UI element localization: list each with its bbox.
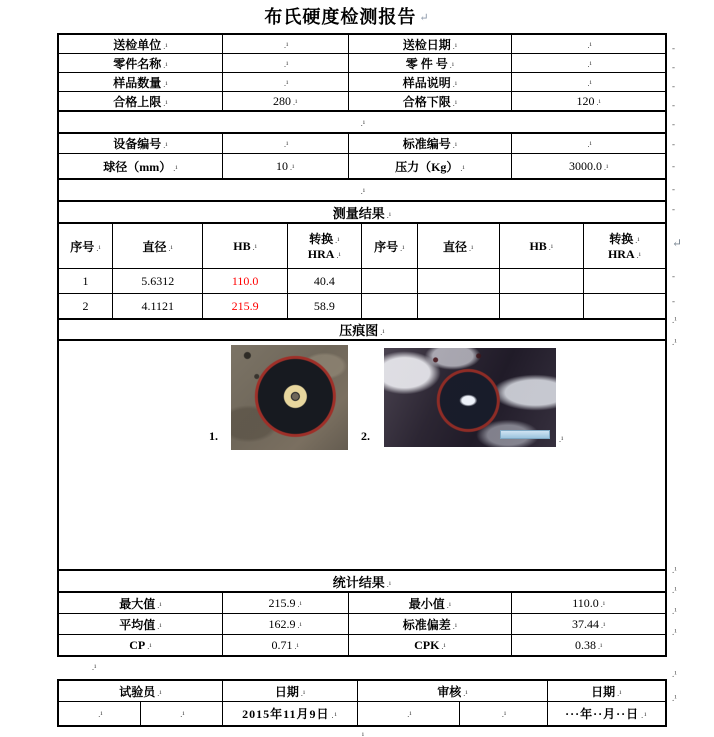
test-date-cell: 2015年11月9日 .¹ — [222, 702, 357, 726]
row-end-mark: - — [672, 62, 675, 72]
cell-end-mark: .¹ — [157, 600, 162, 610]
diameter-cell — [417, 269, 499, 294]
table-row — [59, 35, 666, 54]
cell-end-mark: .¹ — [157, 688, 162, 698]
tester-sign-cell — [59, 702, 141, 726]
indentation-photo-2 — [384, 348, 556, 447]
table-row — [59, 635, 666, 656]
cell-end-mark: .¹ — [163, 98, 168, 108]
cell-end-mark: .¹ — [173, 163, 178, 173]
cell-end-mark: .¹ — [283, 59, 289, 69]
date-header-cell: 日期 .¹ — [222, 681, 357, 702]
reviewer-header-cell: 审核 .¹ — [358, 681, 547, 702]
table-header-row — [59, 681, 666, 702]
cell-end-mark: .¹ — [446, 600, 452, 610]
info-table — [58, 34, 666, 111]
row-end-mark: .¹ — [672, 337, 677, 347]
hra-cell — [584, 269, 666, 294]
info-value-cell — [222, 73, 348, 92]
hb-value-cell — [499, 294, 583, 319]
reviewer-sign-cell — [358, 702, 459, 726]
cell-end-mark: .¹ — [297, 620, 302, 630]
hb-value-cell: 110.0 — [203, 269, 287, 294]
diameter-cell — [417, 294, 499, 319]
row-end-mark: - — [672, 204, 675, 214]
section-title: 测量结果 — [332, 205, 385, 221]
table-row — [59, 92, 666, 111]
cell-end-mark: .¹ — [98, 710, 103, 719]
spacer-cell — [59, 112, 666, 133]
cell-end-mark: .¹ — [600, 620, 606, 630]
stat-value-cell: 110.0 .¹ — [512, 593, 666, 614]
info-value-cell: 280 .¹ — [222, 92, 348, 111]
cell-end-mark: .¹ — [635, 236, 640, 245]
main-form-block — [57, 33, 667, 657]
cell-end-mark: .¹ — [331, 711, 338, 720]
cell-end-mark: .¹ — [587, 59, 592, 69]
row-end-mark: .¹ — [672, 606, 677, 616]
diameter-cell: 4.1121 — [113, 294, 203, 319]
device-table — [58, 133, 666, 179]
stat-label-cell: 标准偏差 .¹ — [348, 614, 512, 635]
cell-end-mark: .¹ — [587, 78, 592, 88]
scale-bar — [500, 430, 550, 439]
stat-label-cell: 最小值 .¹ — [348, 593, 512, 614]
info-label-cell: 合格下限 .¹ — [348, 92, 512, 111]
row-end-mark: .¹ — [672, 315, 677, 325]
measurement-table — [58, 223, 666, 319]
cell-end-mark: .¹ — [600, 599, 606, 609]
stat-value-cell: 215.9 .¹ — [222, 593, 348, 614]
row-end-mark: - — [672, 271, 675, 281]
section-header-measurement — [58, 201, 666, 223]
photo-2-label: 2. — [361, 429, 370, 443]
info-label-cell: 零件名称 .¹ — [59, 54, 223, 73]
section-title: 压痕图 — [339, 323, 379, 338]
cell-end-mark: .¹ — [407, 710, 412, 719]
info-label-cell: 样品数量 .¹ — [59, 73, 223, 92]
cell-end-mark: .¹ — [360, 118, 366, 128]
cell-end-mark: .¹ — [300, 688, 306, 698]
info-value-cell — [222, 35, 348, 54]
cell-end-mark: .¹ — [289, 162, 295, 172]
device-value-cell — [222, 134, 348, 154]
table-row — [59, 134, 666, 154]
cell-end-mark: .¹ — [168, 243, 173, 253]
indentation-area — [58, 340, 666, 570]
cell-end-mark: .¹ — [163, 41, 168, 51]
measurement-row — [59, 294, 666, 319]
cell-end-mark: .¹ — [587, 140, 592, 149]
cell-end-mark: .¹ — [360, 186, 366, 196]
cell-end-mark: .¹ — [463, 688, 468, 698]
row-end-mark: - — [672, 119, 675, 129]
cell-end-mark: .¹ — [96, 243, 101, 253]
row-end-mark: .¹ — [672, 565, 677, 575]
table-row — [59, 154, 666, 179]
page-title — [0, 3, 694, 29]
col-header: HB .¹ — [203, 224, 287, 269]
cell-end-mark: .¹ — [283, 40, 289, 50]
stat-label-cell: CPK .¹ — [348, 635, 512, 656]
col-header: 直径 .¹ — [113, 224, 203, 269]
info-label-cell: 样品说明 .¹ — [348, 73, 512, 92]
indentation-photo-1 — [231, 345, 348, 450]
cell-end-mark: .¹ — [441, 641, 446, 651]
info-value-cell — [222, 54, 348, 73]
info-value-cell — [512, 73, 666, 92]
device-value-cell: 3000.0 .¹ — [512, 154, 666, 179]
stat-value-cell: 0.71 .¹ — [222, 635, 348, 656]
stat-label-cell: 平均值 .¹ — [59, 614, 223, 635]
table-row — [59, 593, 666, 614]
col-header: 序号 .¹ — [361, 224, 417, 269]
row-end-mark: - — [672, 139, 675, 149]
stat-label-cell: CP .¹ — [59, 635, 223, 656]
row-end-mark: - — [672, 43, 675, 53]
cell-end-mark: .¹ — [597, 641, 603, 651]
review-date-cell: ···年··月··日 .¹ — [547, 702, 665, 726]
device-value-cell — [512, 134, 666, 154]
seq-cell — [361, 269, 417, 294]
cell-end-mark: .¹ — [452, 41, 458, 51]
device-label-cell: 压力（Kg） .¹ — [348, 154, 512, 179]
tester-sign-cell — [140, 702, 222, 726]
device-label-cell: 标准编号 .¹ — [348, 134, 512, 154]
col-header: 转换 .¹ HRA .¹ — [584, 224, 666, 269]
info-label-cell: 零 件 号 .¹ — [348, 54, 512, 73]
device-label-cell: 球径（mm） .¹ — [59, 154, 223, 179]
row-end-mark: - — [672, 296, 675, 306]
cell-end-mark: .¹ — [283, 140, 289, 149]
cell-end-mark: .¹ — [386, 579, 392, 589]
spacer-row — [58, 111, 666, 133]
hb-value-cell: 215.9 — [203, 294, 287, 319]
col-header: 序号 .¹ — [59, 224, 113, 269]
paragraph-return-icon: ↵ — [419, 12, 430, 24]
cell-end-mark: .¹ — [157, 621, 162, 631]
cell-end-mark: .¹ — [596, 97, 601, 107]
document-body — [57, 33, 667, 737]
diameter-cell: 5.6312 — [113, 269, 203, 294]
section-header-statistics — [58, 570, 666, 592]
cell-end-mark: .¹ — [380, 328, 385, 337]
seq-cell: 2 — [59, 294, 113, 319]
cell-end-mark: .¹ — [641, 711, 648, 720]
device-value-cell: 10 .¹ — [222, 154, 348, 179]
hra-cell — [584, 294, 666, 319]
statistics-table — [58, 592, 666, 656]
info-label-cell: 送检单位 .¹ — [59, 35, 223, 54]
cell-end-mark: .¹ — [294, 641, 299, 651]
cell-end-mark: .¹ — [292, 97, 298, 107]
cell-end-mark: .¹ — [460, 163, 465, 173]
cell-end-mark: .¹ — [559, 435, 564, 444]
info-value-cell — [512, 54, 666, 73]
report-title: 布氏硬度检测报告 — [264, 7, 417, 27]
cell-end-mark: .¹ — [335, 236, 340, 245]
paragraph-mark: .¹ — [92, 663, 97, 672]
table-row — [59, 702, 666, 726]
cell-end-mark: .¹ — [468, 243, 474, 253]
cell-end-mark: .¹ — [452, 98, 458, 108]
stat-label-cell: 最大值 .¹ — [59, 593, 223, 614]
signature-table — [58, 680, 666, 726]
row-end-mark: - — [672, 100, 675, 110]
seq-cell: 1 — [59, 269, 113, 294]
date-header-cell: 日期 .¹ — [547, 681, 665, 702]
table-row — [59, 54, 666, 73]
cell-end-mark: .¹ — [163, 60, 168, 70]
info-label-cell: 合格上限 .¹ — [59, 92, 223, 111]
hra-cell: 58.9 — [287, 294, 361, 319]
info-value-cell — [512, 35, 666, 54]
cell-end-mark: .¹ — [180, 710, 185, 719]
cell-end-mark: .¹ — [283, 78, 289, 88]
paragraph-return-icon: ↵ — [672, 236, 683, 250]
col-header: 转换 .¹ HRA .¹ — [287, 224, 361, 269]
row-end-mark: .¹ — [672, 585, 677, 595]
cell-end-mark: .¹ — [147, 641, 152, 651]
info-value-cell: 120 .¹ — [512, 92, 666, 111]
reviewer-sign-cell — [459, 702, 547, 726]
cell-end-mark: .¹ — [548, 242, 554, 252]
cell-end-mark: .¹ — [617, 688, 622, 698]
row-end-mark: .¹ — [672, 669, 677, 679]
table-row — [59, 614, 666, 635]
cell-end-mark: .¹ — [501, 710, 507, 719]
indentation-cell — [59, 341, 666, 570]
cell-end-mark: .¹ — [636, 251, 642, 260]
col-header: HB .¹ — [499, 224, 583, 269]
measurement-row — [59, 269, 666, 294]
stat-value-cell: 0.38 .¹ — [512, 635, 666, 656]
table-header-row — [59, 224, 666, 269]
photo-1-label: 1. — [209, 429, 218, 443]
cell-end-mark: .¹ — [252, 242, 257, 252]
device-label-cell: 设备编号 .¹ — [59, 134, 223, 154]
section-header-indentation — [58, 319, 666, 340]
stat-value-cell: 37.44 .¹ — [512, 614, 666, 635]
hb-value-cell — [499, 269, 583, 294]
cell-end-mark: .¹ — [452, 141, 458, 150]
spacer-cell — [59, 180, 666, 201]
cell-end-mark: .¹ — [400, 243, 405, 253]
paragraph-mark: .¹ — [359, 731, 365, 737]
hra-cell: 40.4 — [287, 269, 361, 294]
cell-end-mark: .¹ — [297, 599, 302, 609]
cell-end-mark: .¹ — [452, 79, 458, 89]
signature-block — [57, 679, 667, 727]
cell-end-mark: .¹ — [163, 141, 168, 150]
row-end-mark: - — [672, 161, 675, 171]
spacer-row — [58, 179, 666, 201]
section-title: 统计结果 — [332, 574, 385, 590]
cell-end-mark: .¹ — [386, 210, 392, 220]
stat-value-cell: 162.9 .¹ — [222, 614, 348, 635]
info-label-cell: 送检日期 .¹ — [348, 35, 512, 54]
col-header: 直径 .¹ — [417, 224, 499, 269]
table-row — [59, 73, 666, 92]
cell-end-mark: .¹ — [336, 251, 341, 260]
row-end-mark: .¹ — [672, 627, 677, 637]
row-end-mark: - — [672, 81, 675, 91]
seq-cell — [361, 294, 417, 319]
cell-end-mark: .¹ — [603, 162, 609, 172]
cell-end-mark: .¹ — [449, 60, 455, 70]
tester-header-cell: 试验员 .¹ — [59, 681, 223, 702]
cell-end-mark: .¹ — [587, 40, 592, 50]
row-end-mark: - — [672, 184, 675, 194]
cell-end-mark: .¹ — [163, 79, 168, 89]
cell-end-mark: .¹ — [452, 621, 458, 631]
row-end-mark: .¹ — [672, 693, 677, 703]
